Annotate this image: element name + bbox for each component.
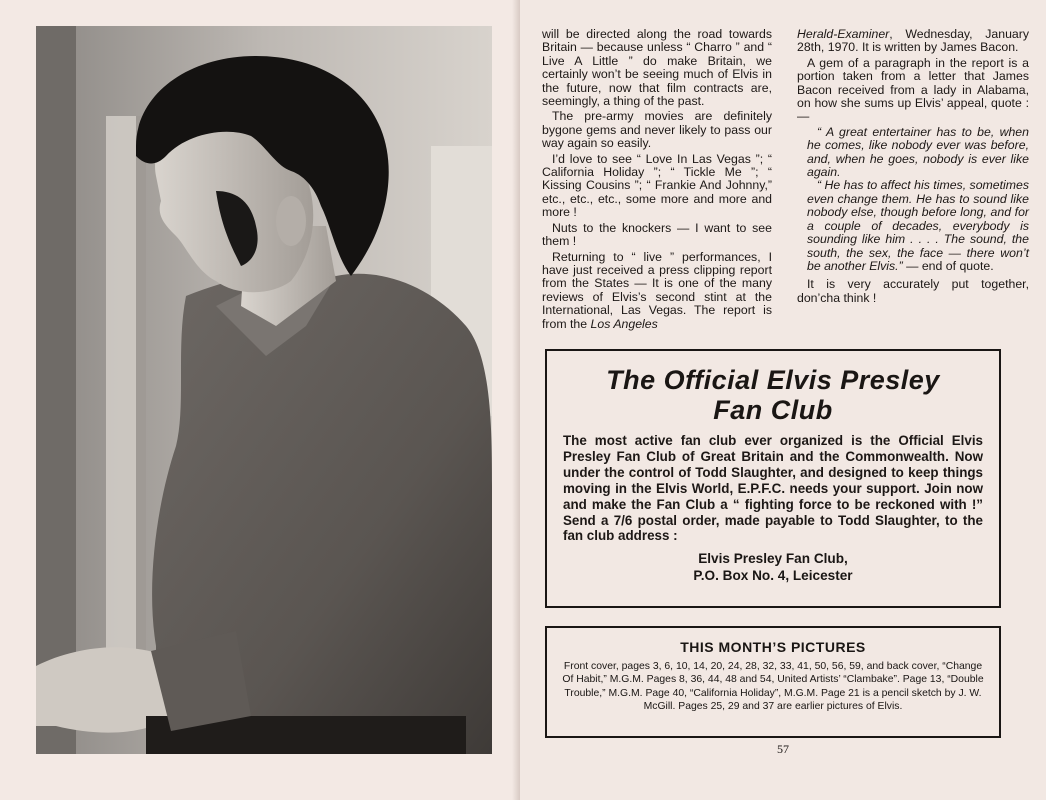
elvis-photo: [36, 26, 492, 754]
quote-block: [807, 126, 1029, 273]
article-column-2: [797, 28, 1029, 307]
fan-club-body: The most active fan club ever organized is the Official Elvis Presley Fan Club of Great Britain and the Commonwealth. Now under the control of Todd Slaughter, and designed to keep things moving in the Elvis World, E.P.F.C. needs your support. Join now and make the Fan Club a “ fighting force to be reckoned with !” Send a 7/6 postal order, made payable to Todd Slaughter, to the fan club address :: [563, 433, 983, 544]
quote-text: “ He has to affect his times, sometimes even change them. He has to sound like nobody else, though before long, and for a couple of decades, everybody is sounding like him . . . . The sound, the south, the sex, the face — there won’t be another Elvis.”: [807, 178, 1029, 273]
article-text: [542, 27, 1029, 340]
fan-club-address: [547, 550, 999, 584]
newspaper-name: Los Angeles: [590, 316, 658, 331]
newspaper-name: Herald-Examiner: [797, 27, 890, 41]
address-line-1: Elvis Presley Fan Club,: [698, 551, 848, 567]
paragraph: Nuts to the knockers — I want to see them !: [542, 220, 772, 249]
left-page: [0, 0, 520, 800]
fan-club-box: [545, 349, 1001, 608]
right-page: [520, 0, 1046, 800]
paragraph: [797, 28, 1029, 55]
paragraph: The pre-army movies are definitely bygone gems and never likely to pass our way again so easily.: [542, 109, 772, 151]
address-line-2: P.O. Box No. 4, Leicester: [693, 568, 853, 584]
article-column-1: [542, 28, 772, 333]
quote-end: — end of quote.: [902, 258, 994, 273]
fan-club-title-line-2: Fan Club: [713, 395, 833, 425]
pictures-credit-box: [545, 626, 1001, 738]
paragraph: [542, 251, 772, 331]
paragraph: It is very accurately put together, don’cha think !: [797, 277, 1029, 305]
paragraph: A gem of a paragraph in the report is a portion taken from a letter that James Bacon received from a lady in Alabama, on how she sums up Elvis’ appeal, quote :—: [797, 55, 1029, 124]
pictures-title: THIS MONTH’S PICTURES: [680, 639, 866, 655]
paragraph-text: Returning to “ live ” performances, I have just received a press clipping report from the States — It is one of the many reviews of Elvis’s second stint at the International, Las Vegas. The report is from the: [542, 249, 772, 331]
paragraph: I’d love to see “ Love In Las Vegas ”; “ California Holiday ”; “ Tickle Me ”; “ Kissing Cousins ”; “ Frankie And Johnny,” etc., etc., etc., some more and more and more !: [542, 151, 772, 220]
pictures-credits: Front cover, pages 3, 6, 10, 14, 20, 24, 28, 32, 33, 41, 50, 56, 59, and back cover, “Change Of Habit,” M.G.M. Pages 8, 36, 44, 48 and 54, United Artists’ “Clambake”. Page 13, “Double Trouble,” M.G.M. Page 40, “California Holiday”, M.G.M. Page 21 is a pencil sketch by J. W. McGill. Pages 25, 29 and 37 are earlier pictures of Elvis.: [562, 661, 984, 712]
fan-club-title-line-1: The Official Elvis Presley: [606, 365, 940, 395]
paragraph: will be directed along the road towards Britain — because unless “ Charro ” and “ Live A Little ” do make Britain, we certainly won’t be seeing much of Elvis in the future, now that film contracts are, seemingly, a thing of the past.: [542, 27, 772, 109]
page-number: 57: [777, 742, 789, 756]
fan-club-title: [547, 365, 999, 425]
paragraph-text: , Wednesday, January 28th, 1970. It is written by James Bacon.: [797, 27, 1029, 55]
quote-paragraph: “ A great entertainer has to be, when he comes, like nobody ever was before, and, when he goes, nobody is ever like again.: [807, 124, 1029, 180]
quote-paragraph: [807, 179, 1029, 273]
